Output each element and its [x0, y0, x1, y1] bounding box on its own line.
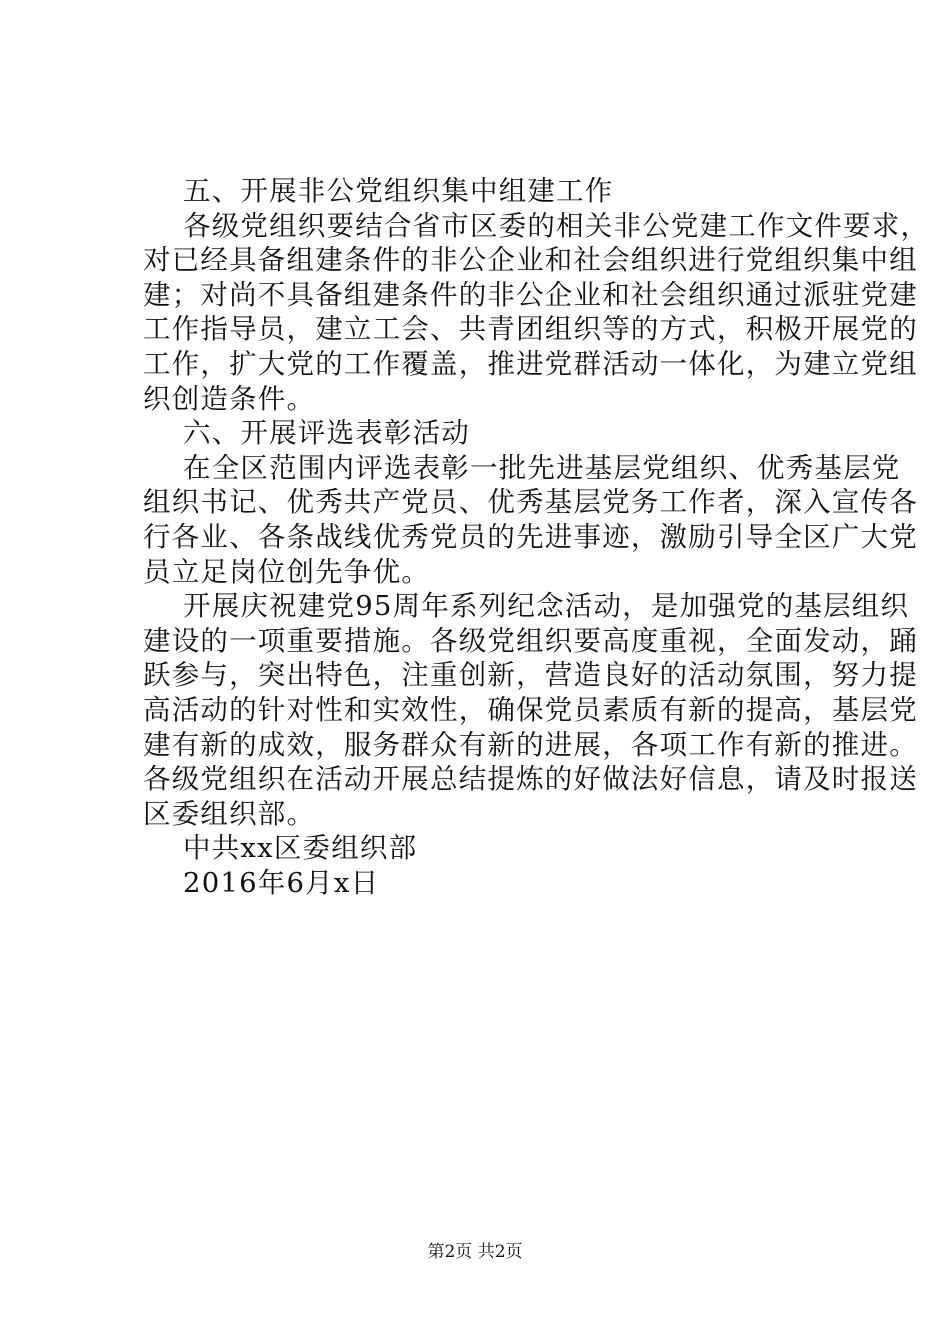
signature-organization: 中共xx区委组织部: [183, 832, 418, 865]
paragraph-line: 区委组织部。: [143, 797, 316, 830]
paragraph-line: 行各业、各条战线优秀党员的先进事迹，激励引导全区广大党: [143, 520, 918, 553]
paragraph-line: 织创造条件。: [143, 382, 316, 415]
paragraph-line: 跃参与，突出特色，注重创新，营造良好的活动氛围，努力提: [143, 659, 918, 692]
paragraph-line: 对已经具备组建条件的非公企业和社会组织进行党组织集中组: [143, 244, 918, 277]
paragraph-line: 各级党组织要结合省市区委的相关非公党建工作文件要求，: [183, 209, 930, 242]
paragraph-line: 工作指导员，建立工会、共青团组织等的方式，积极开展党的: [143, 313, 918, 346]
paragraph-line: 工作，扩大党的工作覆盖，推进党群活动一体化，为建立党组: [143, 347, 918, 380]
paragraph-line: 建设的一项重要措施。各级党组织要高度重视，全面发动，踊: [143, 624, 918, 657]
paragraph-line: 建；对尚不具备组建条件的非公企业和社会组织通过派驻党建: [143, 278, 918, 311]
page-number-footer: 第2页 共2页: [427, 1242, 523, 1262]
paragraph-line: 建有新的成效，服务群众有新的进展，各项工作有新的推进。: [143, 728, 918, 761]
signature-date: 2016年6月x日: [183, 866, 380, 899]
paragraph-line: 各级党组织在活动开展总结提炼的好做法好信息，请及时报送: [143, 763, 918, 796]
document-body: [143, 174, 930, 900]
section-heading-5: 五、开展非公党组织集中组建工作: [183, 175, 614, 207]
paragraph-line: 组织书记、优秀共产党员、优秀基层党务工作者，深入宣传各: [143, 486, 918, 519]
paragraph-line: 开展庆祝建党95周年系列纪念活动，是加强党的基层组织: [183, 590, 910, 623]
paragraph-line: 高活动的针对性和实效性，确保党员素质有新的提高，基层党: [143, 693, 918, 726]
paragraph-line: 在全区范围内评选表彰一批先进基层党组织、优秀基层党: [183, 451, 901, 484]
section-heading-6: 六、开展评选表彰活动: [183, 417, 470, 450]
paragraph-line: 员立足岗位创先争优。: [143, 555, 430, 588]
